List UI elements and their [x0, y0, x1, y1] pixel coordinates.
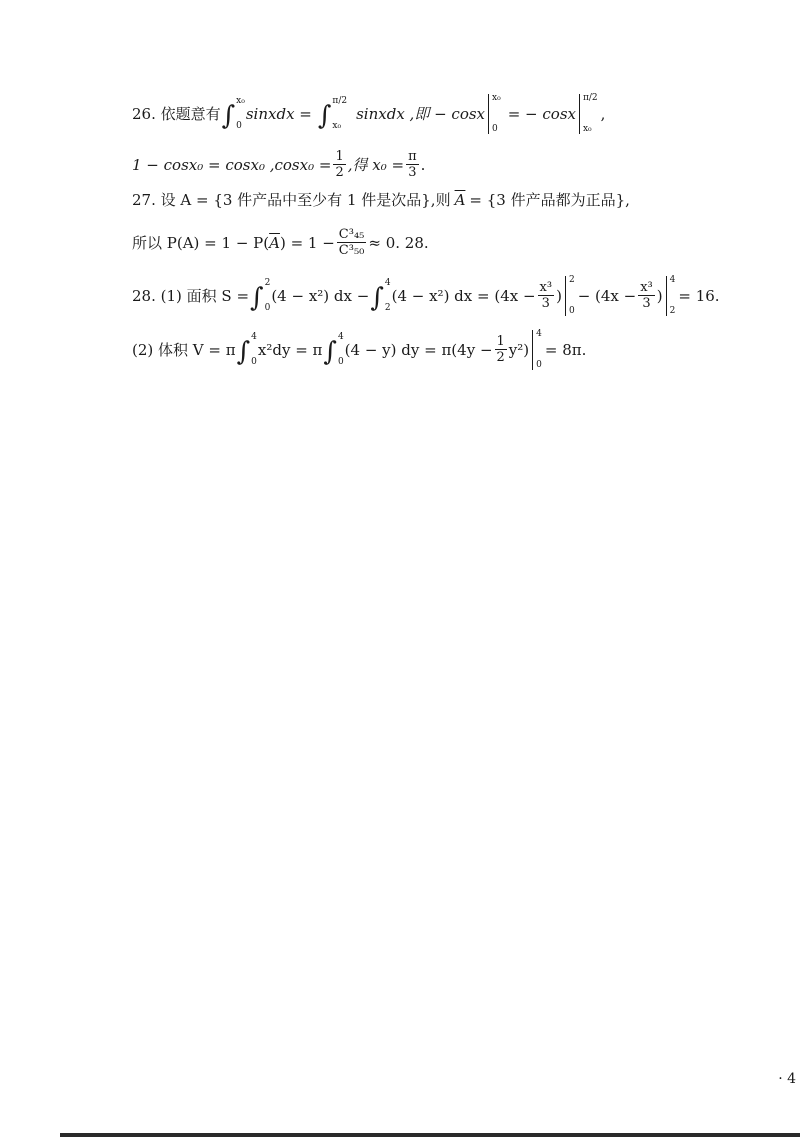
expression: ,得 x₀ =: [347, 155, 405, 174]
problem-28-label: 28. (1) 面积 S =: [132, 286, 250, 305]
integral-lower-limit: 0: [236, 121, 242, 131]
evaluation-bar: [532, 330, 542, 370]
integrand: x²dy = π: [257, 340, 323, 359]
evaluation-bar: [565, 276, 575, 316]
fraction: [406, 150, 419, 181]
evaluation-bar: [579, 94, 598, 134]
problem-28-part-1: [132, 276, 720, 316]
bar-lower-limit: x₀: [582, 124, 592, 134]
expression: − (4x −: [577, 286, 637, 305]
integral-upper-limit: 2: [264, 278, 271, 288]
fraction: [495, 335, 507, 366]
punctuation: .: [420, 155, 426, 174]
problem-26-label: 26. 依题意有: [132, 104, 221, 123]
bottom-border: [60, 1133, 800, 1137]
expression: 1 − cosx₀ = cosx₀ ,cosx₀ =: [132, 155, 332, 174]
expression: ): [656, 286, 663, 305]
bar-upper-limit: 4: [536, 329, 542, 339]
expression: 所以 P(A) = 1 − P(: [132, 233, 270, 252]
integral-lower-limit: 2: [384, 303, 391, 313]
bar-upper-limit: 2: [568, 275, 575, 285]
problem-28-part-2-label: (2) 体积 V = π: [132, 340, 236, 359]
integral-sign: ∫ 4 0: [236, 332, 257, 367]
integral-lower-limit: x₀: [332, 121, 342, 131]
fraction-denominator: 3: [642, 296, 651, 311]
fraction-numerator: C³₄₅: [338, 227, 365, 242]
complement-a: $\overline{A}$: [269, 233, 280, 252]
bar-upper-limit: 4: [669, 275, 676, 285]
integral-upper-limit: π/2: [332, 96, 348, 106]
result: = 8π.: [544, 340, 587, 359]
integral-lower-limit: 0: [264, 303, 271, 313]
problem-28-part-2: [132, 330, 586, 370]
expression: = − cosx: [507, 104, 576, 123]
integral-sign: ∫ π/2 x₀: [317, 96, 348, 131]
fraction-denominator: C³₅₀: [338, 243, 365, 259]
expression: ): [556, 286, 562, 305]
integral-upper-limit: 4: [251, 332, 257, 342]
fraction-numerator: 1: [496, 333, 505, 349]
integrand: (4 − x²) dx −: [271, 286, 370, 305]
problem-27-text: 27. 设 A = {3 件产品中至少有 1 件是次品},则: [132, 191, 451, 209]
integral-sign: ∫ x₀ 0: [221, 96, 245, 131]
integral-lower-limit: 0: [337, 357, 344, 367]
problem-26-line-1: [132, 94, 605, 134]
punctuation: ,: [600, 104, 606, 123]
fraction-numerator: 1: [335, 149, 344, 164]
fraction: [337, 228, 367, 259]
integrand: (4 − y) dy = π(4y −: [344, 340, 493, 359]
result: ≈ 0. 28.: [368, 233, 429, 252]
bar-lower-limit: 0: [536, 360, 542, 370]
page-number: · 4: [778, 1071, 796, 1087]
problem-27-text: = {3 件产品都为正品},: [469, 191, 630, 209]
expression: y²): [508, 340, 530, 359]
problem-27-line-2: [132, 228, 429, 259]
evaluation-bar: [488, 94, 501, 134]
bar-lower-limit: 2: [669, 306, 676, 316]
integral-upper-limit: x₀: [236, 96, 245, 106]
fraction-denominator: 3: [541, 296, 550, 311]
evaluation-bar: [666, 276, 676, 316]
fraction: [538, 281, 555, 312]
integrand: sinxdx ,即 − cosx: [356, 104, 486, 123]
integral-sign: ∫ 2 0: [250, 278, 271, 313]
integral-upper-limit: 4: [384, 278, 391, 288]
result: = 16.: [678, 286, 720, 305]
fraction-denominator: 3: [408, 165, 417, 181]
complement-a: $\overline{A}$: [454, 191, 466, 209]
integrand: (4 − x²) dx = (4x −: [391, 286, 536, 305]
bar-upper-limit: x₀: [492, 93, 501, 103]
fraction: [333, 150, 345, 181]
fraction-numerator: π: [408, 149, 417, 164]
bar-lower-limit: 0: [492, 124, 498, 134]
problem-27-line-1: [132, 193, 630, 208]
fraction-denominator: 2: [496, 350, 505, 365]
fraction-numerator: x³: [539, 279, 553, 295]
integral-lower-limit: 0: [251, 357, 257, 367]
integral-upper-limit: 4: [337, 332, 344, 342]
problem-26-line-2: [132, 150, 425, 181]
fraction-numerator: x³: [640, 279, 653, 295]
integral-sign: ∫ 4 2: [370, 278, 391, 313]
bar-lower-limit: 0: [568, 306, 575, 316]
integrand: sinxdx =: [245, 104, 312, 123]
bar-upper-limit: π/2: [582, 93, 598, 103]
fraction: [638, 281, 655, 312]
fraction-denominator: 2: [335, 165, 344, 181]
integral-sign: ∫ 4 0: [323, 332, 344, 367]
expression: ) = 1 −: [279, 233, 335, 252]
